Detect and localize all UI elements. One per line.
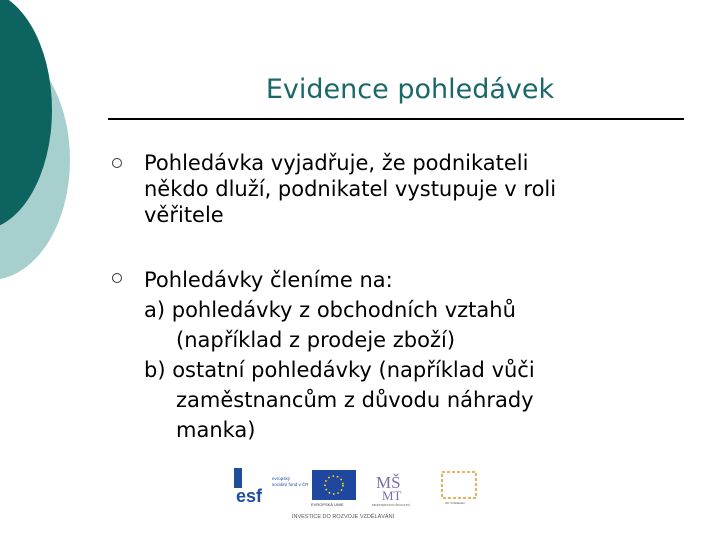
bullet-circle-icon	[112, 158, 122, 168]
esf-logo-subtext: evropský	[272, 476, 291, 481]
bullet-1-line: věřitele	[144, 203, 224, 227]
msmt-logo	[372, 473, 410, 507]
msmt-logo-text: MŠ	[376, 473, 401, 492]
title-divider	[108, 118, 684, 120]
svg-text:sociální fond v ČR: sociální fond v ČR	[272, 482, 309, 487]
funding-logo-strip	[232, 466, 492, 526]
bullet-2-line: (například z prodeje zboží)	[176, 328, 456, 352]
bullet-2-line: Pohledávky členíme na:	[144, 268, 393, 292]
msmt-caption: MINISTERSTVO ŠKOLSTVÍ	[372, 503, 411, 507]
bullet-2-line: a) pohledávky z obchodních vztahů	[144, 298, 516, 322]
bullet-2-line: manka)	[176, 418, 256, 442]
bullet-text-1	[144, 150, 664, 228]
bullet-1-line: Pohledávka vyjadřuje, že podnikateli	[144, 151, 529, 175]
logo-strip-footer: INVESTICE DO ROZVOJE VZDĚLÁVÁNÍ	[292, 514, 395, 520]
slide-title: Evidence pohledávek	[265, 74, 555, 105]
bullet-text-2	[144, 265, 664, 445]
bullet-1-line: někdo dluží, podnikatel vystupuje v roli	[144, 177, 557, 201]
eu-flag-logo	[311, 470, 356, 507]
op-vk-logo	[442, 472, 476, 505]
eu-caption: EVROPSKÁ UNIE	[311, 502, 344, 507]
op-caption: OP Vzdělávání	[445, 501, 465, 505]
svg-text:MT: MT	[382, 488, 402, 503]
bullet-2-line: b) ostatní pohledávky (například vůči	[144, 358, 535, 382]
corner-decoration	[0, 0, 80, 300]
esf-logo-text: esf	[236, 486, 263, 506]
bullet-circle-icon	[112, 273, 122, 283]
esf-logo	[234, 468, 309, 506]
bullet-2-line: zaměstnancům z důvodu náhrady	[176, 388, 534, 412]
